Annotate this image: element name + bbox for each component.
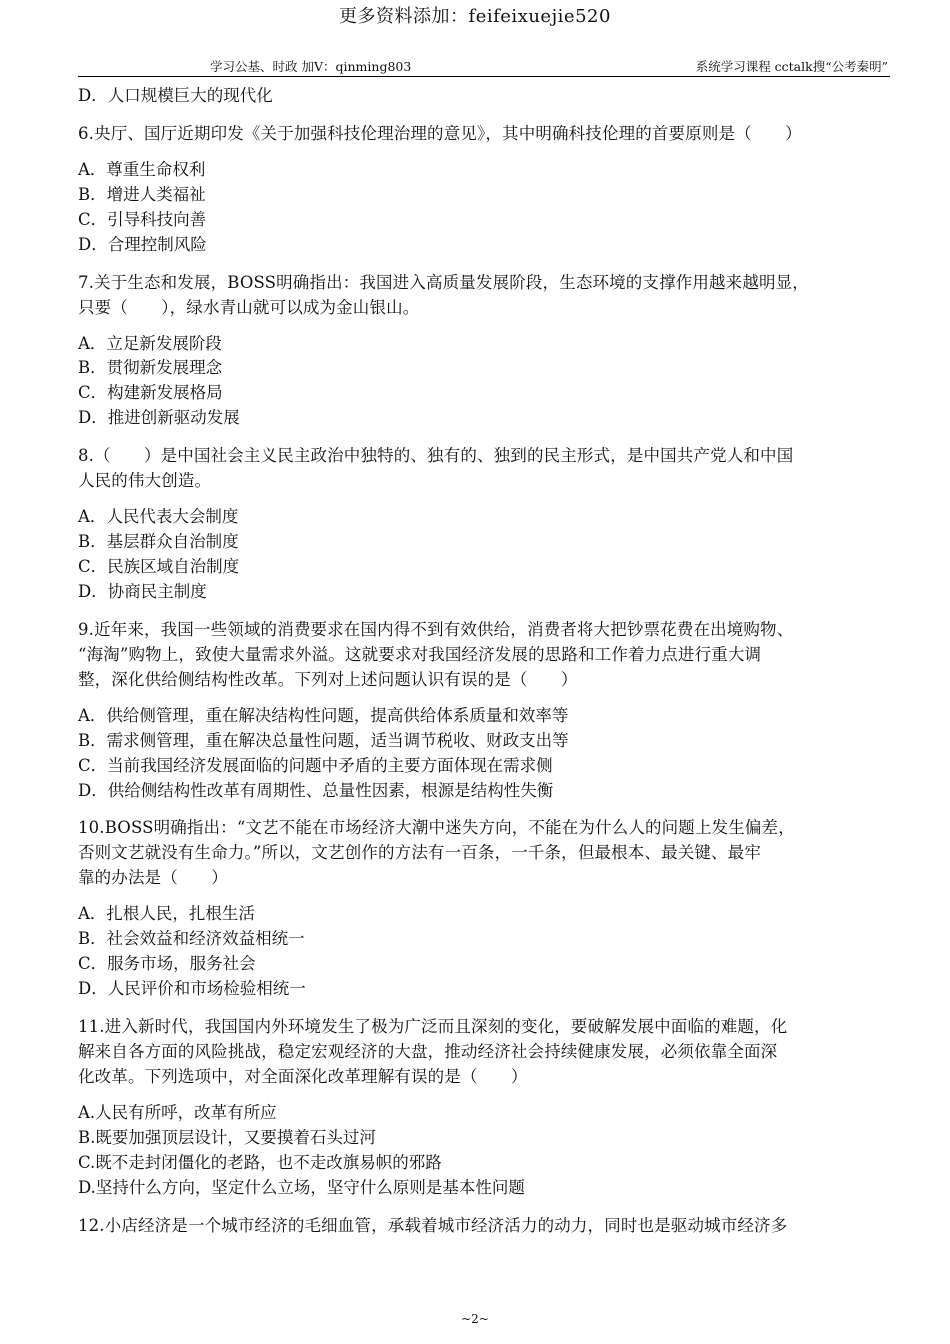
option-item: C．服务市场，服务社会: [78, 954, 256, 974]
option-item: A．立足新发展阶段: [78, 333, 222, 353]
question-stem-line: 7.关于生态和发展，BOSS明确指出：我国进入高质量发展阶段，生态环境的支撑作用越来越明显，: [78, 272, 809, 292]
option-item: D．人民评价和市场检验相统一: [78, 979, 306, 999]
option-item: A．扎根人民，扎根生活: [78, 904, 255, 924]
question-spacer: [78, 803, 890, 815]
question-block: [78, 815, 890, 1002]
top-banner: 更多资料添加：feifeixuejie520: [339, 6, 611, 27]
question-stem-line: 8.（ ）是中国社会主义民主政治中独特的、独有的、独到的民主形式，是中国共产党人和中国: [78, 446, 794, 466]
question-block: [78, 121, 890, 258]
option-item: A．人民代表大会制度: [78, 507, 239, 527]
question-content: [78, 84, 890, 1238]
question-spacer: [78, 431, 890, 443]
option-spacer: [78, 1089, 890, 1101]
option-item: C．当前我国经济发展面临的问题中矛盾的主要方面体现在需求侧: [78, 755, 553, 775]
page-number: ~2~: [461, 1312, 489, 1326]
question-stem-line: 解来自各方面的风险挑战，稳定宏观经济的大盘，推动经济社会持续健康发展，必须依靠全面深: [78, 1042, 778, 1062]
option-item: B．需求侧管理，重在解决总量性问题，适当调节税收、财政支出等: [78, 730, 569, 750]
question-stem: [78, 121, 890, 146]
option-item: B．社会效益和经济效益相统一: [78, 929, 305, 949]
question-stem: [78, 815, 890, 890]
option-item: A.人民有所呼，改革有所应: [78, 1103, 277, 1123]
option-spacer: [78, 493, 890, 505]
option-spacer: [78, 146, 890, 158]
question-stem-line: 10.BOSS明确指出：“文艺不能在市场经济大潮中迷失方向，不能在为什么人的问题上发生偏差，: [78, 818, 795, 838]
option-spacer: [78, 692, 890, 704]
question-stem-line: 化改革。下列选项中，对全面深化改革理解有误的是（ ）: [78, 1067, 528, 1087]
option-item: B.既要加强顶层设计，又要摸着石头过河: [78, 1127, 376, 1147]
question-stem-line: 12.小店经济是一个城市经济的毛细血管，承载着城市经济活力的动力，同时也是驱动城市经济多: [78, 1215, 788, 1235]
option-item: D．推进创新驱动发展: [78, 408, 240, 428]
question-block: [78, 270, 890, 432]
question-block: [78, 1213, 890, 1238]
question-block: [78, 1014, 890, 1201]
header-left-text: 学习公基、时政 加V：qinming803: [210, 59, 412, 74]
question-stem: [78, 1014, 890, 1089]
option-item: A．尊重生命权利: [78, 159, 206, 179]
option-item: C．构建新发展格局: [78, 383, 223, 403]
question-spacer: [78, 1002, 890, 1014]
question-stem: [78, 270, 890, 320]
question-spacer: [78, 1201, 890, 1213]
question-stem-line: 靠的办法是（ ）: [78, 868, 228, 888]
question-stem-line: 6.央厅、国厅近期印发《关于加强科技伦理治理的意见》，其中明确科技伦理的首要原则是（ ）: [78, 123, 802, 143]
question-stem: [78, 1213, 890, 1238]
option-spacer: [78, 320, 890, 332]
question-stem: [78, 443, 890, 493]
option-item: A．供给侧管理，重在解决结构性问题，提高供给体系质量和效率等: [78, 705, 569, 725]
option-item: B．基层群众自治制度: [78, 532, 239, 552]
question-stem-line: 9.近年来，我国一些领域的消费要求在国内得不到有效供给，消费者将大把钞票花费在出境购物、: [78, 619, 794, 639]
question-stem-line: 否则文艺就没有生命力。”所以，文艺创作的方法有一百条，一千条，但最根本、最关键、最牢: [78, 843, 761, 863]
option-item: B．贯彻新发展理念: [78, 358, 223, 378]
question-block: [78, 443, 890, 605]
question-spacer: [78, 109, 890, 121]
option-spacer: [78, 890, 890, 902]
question-stem-line: 11.进入新时代，我国国内外环境发生了极为广泛而且深刻的变化，要破解发展中面临的难题，化: [78, 1017, 788, 1037]
question-stem: [78, 617, 890, 692]
header-right-text: 系统学习课程 cctalk搜“公考秦明”: [695, 59, 888, 74]
option-item: C．引导科技向善: [78, 209, 207, 229]
option-item: C.既不走封闭僵化的老路，也不走改旗易帜的邪路: [78, 1152, 442, 1172]
question-block: [78, 617, 890, 804]
option-item: D．供给侧结构性改革有周期性、总量性因素，根源是结构性失衡: [78, 780, 554, 800]
option-item: D.坚持什么方向，坚定什么立场，坚守什么原则是基本性问题: [78, 1177, 525, 1197]
option-item: D．人口规模巨大的现代化: [78, 86, 273, 105]
question-stem-line: 只要（ ），绿水青山就可以成为金山银山。: [78, 297, 420, 317]
question-spacer: [78, 258, 890, 270]
option-item: B．增进人类福祉: [78, 184, 206, 204]
option-item: C．民族区域自治制度: [78, 556, 240, 576]
question-stem-line: “海淘”购物上，致使大量需求外溢。这就要求对我国经济发展的思路和工作着力点进行重大调: [78, 644, 762, 664]
question-stem-line: 人民的伟大创造。: [78, 471, 212, 491]
option-item: D．合理控制风险: [78, 234, 207, 254]
option-item: D．协商民主制度: [78, 581, 207, 601]
question-list: [78, 109, 890, 1238]
question-spacer: [78, 605, 890, 617]
page-header: [78, 54, 890, 77]
question-stem-line: 整，深化供给侧结构性改革。下列对上述问题认识有误的是（ ）: [78, 669, 578, 689]
